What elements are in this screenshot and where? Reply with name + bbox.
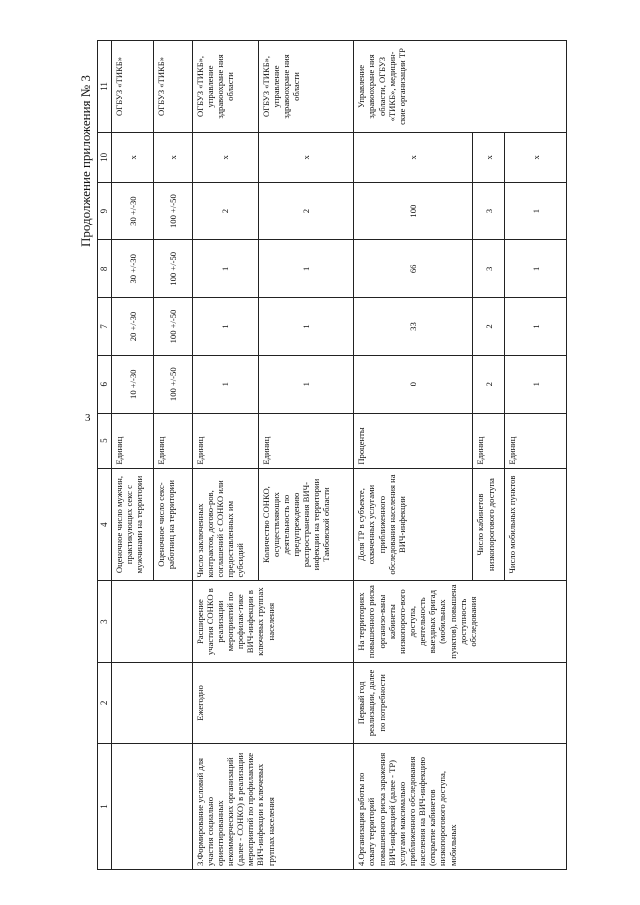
col-header: 9	[98, 182, 112, 240]
value-cell: 2	[258, 182, 354, 240]
value-cell: 2	[473, 298, 505, 356]
value-cell: 3	[473, 182, 505, 240]
value-cell: 1	[192, 355, 258, 413]
indicator-cell: Оценочное число секс-работниц на территории	[154, 468, 192, 581]
value-cell: x	[473, 132, 505, 182]
value-cell: 100 +/-50	[154, 355, 192, 413]
value-cell: x	[505, 132, 567, 182]
measure-cell: На территориях повышенного риска организо-ваны кабинеты низкопорого-вого доступа, деятельность выездных бригад (мобильных пунктов), повышена доступность обследования	[354, 581, 567, 662]
value-cell: 2	[192, 182, 258, 240]
indicator-cell: Количество СОНКО, осуществляющих деятельность по предупреждению распространения ВИЧ-инфекции на территории Тамбовской области	[258, 468, 354, 581]
header-row	[98, 41, 112, 870]
caption-text: Продолжение приложения № 3	[78, 75, 93, 247]
unit-cell: Единиц	[473, 413, 505, 468]
value-cell: 100 +/-50	[154, 240, 192, 298]
indicator-cell: Доля ТР в субъекте, охваченных услугами приближенного обследования населения на ВИЧ-инфекции	[354, 468, 473, 581]
unit-cell: Единиц	[111, 413, 154, 468]
table-row	[111, 41, 154, 870]
task-cell: 3.Формирование условий для участия социально ориентированных некоммерческих организаций (далее - СОНКО) в реализации мероприятий по профилактике ВИЧ-инфекции в ключевых группах населения	[192, 744, 354, 870]
value-cell: 1	[505, 240, 567, 298]
unit-cell: Единиц	[505, 413, 567, 468]
value-cell: 30 +/-30	[111, 240, 154, 298]
executor-cell: ОГБУЗ «ТИКБ»	[154, 41, 192, 133]
col-header: 10	[98, 132, 112, 182]
value-cell: x	[354, 132, 473, 182]
value-cell: 100	[354, 182, 473, 240]
col-header: 11	[98, 41, 112, 133]
col-header: 2	[98, 662, 112, 743]
col-header: 7	[98, 298, 112, 356]
unit-cell: Единиц	[258, 413, 354, 468]
value-cell: 20 +/-30	[111, 298, 154, 356]
period-cell: Первый год реализации, далее по потребности	[354, 662, 567, 743]
value-cell: 2	[473, 355, 505, 413]
value-cell: 1	[505, 298, 567, 356]
measures-table	[97, 40, 567, 870]
indicator-cell: Число кабинетов низкопорогового доступа	[473, 468, 505, 581]
measure-cell: Расширение участия СОНКО в реализации мероприятий по профилак-тике ВИЧ-инфекции в ключевых группах населения	[192, 581, 354, 662]
value-cell: 66	[354, 240, 473, 298]
unit-cell: Проценты	[354, 413, 473, 468]
value-cell: x	[111, 132, 154, 182]
value-cell: 1	[192, 240, 258, 298]
value-cell: x	[192, 132, 258, 182]
value-cell: 33	[354, 298, 473, 356]
executor-cell: ОГБУЗ «ТИКБ», управление здравоохране ния области	[258, 41, 354, 133]
col-header: 3	[98, 581, 112, 662]
unit-cell: Единиц	[154, 413, 192, 468]
value-cell: 30 +/-30	[111, 182, 154, 240]
value-cell: 100 +/-50	[154, 298, 192, 356]
value-cell: 1	[505, 355, 567, 413]
value-cell: 0	[354, 355, 473, 413]
col-header: 4	[98, 468, 112, 581]
value-cell: 1	[505, 182, 567, 240]
indicator-cell: Оценочное число мужчин, практикующих секс с мужчинами на территории	[111, 468, 154, 581]
indicator-cell: Число мобильных пунктов	[505, 468, 567, 581]
value-cell: x	[258, 132, 354, 182]
value-cell: 1	[192, 298, 258, 356]
indicator-cell: Число заключенных контрактов, догово-ров, соглашений с СОНКО или предоставленных им субсидий	[192, 468, 258, 581]
executor-cell: ОГБУЗ «ТИКБ», управление здравоохране ния области	[192, 41, 258, 133]
page-number: 3	[85, 412, 91, 424]
table-row	[192, 41, 258, 870]
value-cell: 1	[258, 298, 354, 356]
executor-cell: ОГБУЗ «ТИКБ»	[111, 41, 154, 133]
caption	[78, 12, 98, 247]
value-cell: 1	[258, 240, 354, 298]
value-cell: 100 +/-50	[154, 182, 192, 240]
value-cell: 3	[473, 240, 505, 298]
col-header: 6	[98, 355, 112, 413]
value-cell: 1	[258, 355, 354, 413]
value-cell: 10 +/-30	[111, 355, 154, 413]
period-cell: Ежегодно	[192, 662, 354, 743]
table-row	[354, 41, 473, 870]
unit-cell: Единиц	[192, 413, 258, 468]
executor-cell: Управление здравоохране ния области, ОГБУЗ «ТИКБ», медицин-ские организации ТР	[354, 41, 567, 133]
value-cell: x	[154, 132, 192, 182]
col-header: 8	[98, 240, 112, 298]
col-header: 5	[98, 413, 112, 468]
task-cell: 4.Организация работы по охвату территорий повышенного риска заражения ВИЧ-инфекцией (далее - ТР) услугами максимально приближенного обследования населения на ВИЧ-инфекцию (открытие кабинетов низкопорогового доступа, мобильных	[354, 744, 567, 870]
col-header: 1	[98, 744, 112, 870]
